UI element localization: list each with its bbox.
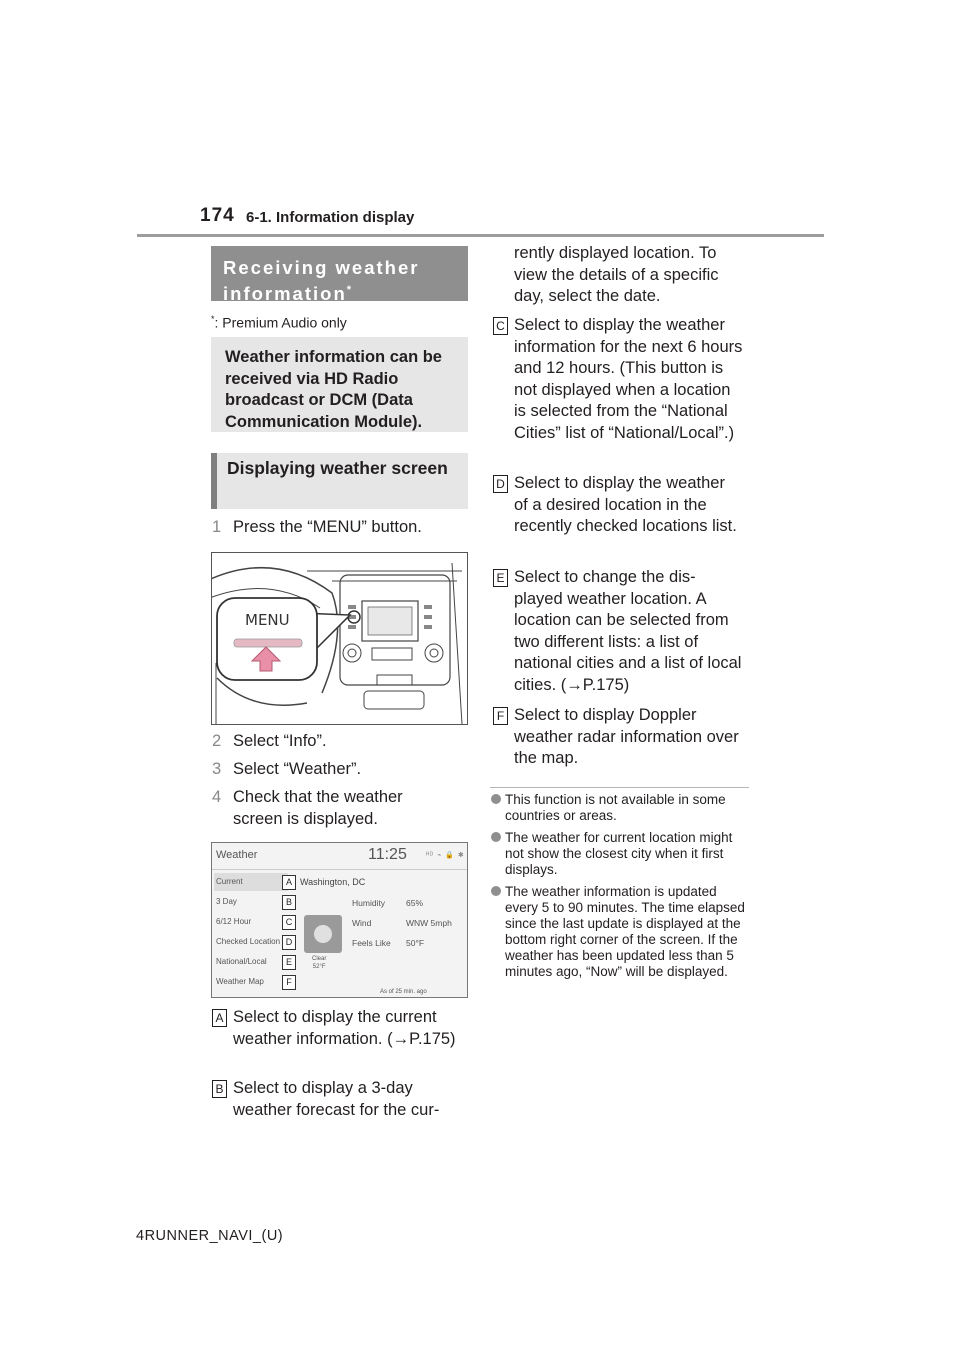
header-rule xyxy=(137,234,824,237)
item-b-text: Select to display a 3-day weather forecast for the cur- xyxy=(233,1079,440,1119)
note-2 xyxy=(491,830,747,878)
bullet-icon xyxy=(491,794,501,804)
condition-text: Clear xyxy=(312,956,327,962)
item-d-text: Select to display the weather of a desired location in the recently checked locations list. xyxy=(514,474,737,535)
step-text: Press the “MENU” button. xyxy=(233,518,422,536)
note-text: This function is not available in some countries or areas. xyxy=(505,792,726,823)
dashboard-illustration xyxy=(211,552,468,725)
condition-temp: 52°F xyxy=(312,964,326,970)
section-heading-text: Receiving weather information xyxy=(223,257,420,305)
condition xyxy=(312,955,326,971)
item-c xyxy=(493,315,743,465)
summary-box: Weather information can be received via HD Radio broadcast or DCM (Data Communication Module). xyxy=(211,337,468,432)
feels-like-value: 50°F xyxy=(406,938,425,948)
note-3 xyxy=(491,884,747,980)
notes xyxy=(491,792,747,986)
footnote-asterisk: * xyxy=(211,314,215,324)
bullet-icon xyxy=(491,886,501,896)
subheading: Displaying weather screen xyxy=(211,453,468,509)
wind-label: Wind xyxy=(352,918,372,928)
section-title: 6-1. Information display xyxy=(246,209,415,226)
menu-3-day[interactable]: 3 Day xyxy=(216,897,237,906)
step-text: Check that the weather screen is displayed. xyxy=(233,788,403,828)
bullet-icon xyxy=(491,832,501,842)
item-b xyxy=(212,1078,462,1122)
humidity-label: Humidity xyxy=(352,898,386,908)
dashboard-drawing xyxy=(212,553,467,724)
tag-a: A xyxy=(212,1009,227,1027)
callout-tag: E xyxy=(282,955,296,970)
item-a xyxy=(212,1007,462,1073)
menu-button-label: MENU xyxy=(245,611,290,629)
tag-d: D xyxy=(493,475,508,493)
notes-rule xyxy=(490,787,749,788)
callout-tag: B xyxy=(282,895,296,910)
step-1 xyxy=(212,517,470,539)
item-a-text: Select to display the current weather information. (→P.175) xyxy=(233,1008,456,1048)
footer-model-code: 4RUNNER_NAVI_(U) xyxy=(136,1228,284,1244)
humidity-value: 65% xyxy=(406,898,424,908)
footnote-text: : Premium Audio only xyxy=(214,314,347,331)
item-c-text: Select to display the weather information for the next 6 hours and 12 hours. (This button is not displayed when a location is selected from the “National Cities” list of “National/Local”.) xyxy=(514,316,743,442)
callout-tag: A xyxy=(282,875,296,890)
status-icons: ᴴᴰ ⌁ 🔒 ✱ xyxy=(426,852,465,859)
step-number: 1 xyxy=(212,518,222,536)
item-e-text: Select to change the dis-played weather location. A location can be selected from two different lists: a list of national cities and a list of local cities. (→P.175) xyxy=(514,568,742,694)
step-number: 3 xyxy=(212,760,222,778)
step-text: Select “Info”. xyxy=(233,732,327,750)
step-3 xyxy=(212,759,361,781)
weather-screen xyxy=(211,842,468,998)
note-text: The weather information is updated every 5 to 90 minutes. The time elapsed since the last update is displayed at the bottom right corner of the screen. If the weather has been updated less than 5 minutes ago, “Now” will be displayed. xyxy=(505,884,745,979)
weather-screen-title: Weather xyxy=(216,849,258,861)
menu-6-12-hour[interactable]: 6/12 Hour xyxy=(216,917,252,926)
callout-tag: F xyxy=(282,975,296,990)
city-name: Washington, DC xyxy=(300,877,366,887)
step-2 xyxy=(212,731,327,753)
step-4 xyxy=(212,787,422,830)
page-number: 174 xyxy=(200,205,235,226)
item-b-continued-text: rently displayed location. To view the details of a specific day, select the date. xyxy=(514,244,719,305)
heading-asterisk: * xyxy=(346,284,352,296)
item-d xyxy=(493,473,743,561)
menu-weather-map[interactable]: Weather Map xyxy=(216,977,264,986)
note-1 xyxy=(491,792,747,824)
tag-b: B xyxy=(212,1080,227,1098)
screen-divider xyxy=(212,869,467,870)
step-number: 2 xyxy=(212,732,222,750)
tag-c: C xyxy=(493,317,508,335)
footnote xyxy=(211,314,347,331)
callout-tag: D xyxy=(282,935,296,950)
item-b-continued xyxy=(493,243,743,309)
tag-f: F xyxy=(493,707,508,725)
tag-e: E xyxy=(493,569,508,587)
item-e xyxy=(493,567,743,697)
item-f xyxy=(493,705,743,771)
item-f-text: Select to display Doppler weather radar information over the map. xyxy=(514,706,739,767)
menu-checked-location[interactable]: Checked Location xyxy=(216,937,281,946)
step-text: Select “Weather”. xyxy=(233,760,362,778)
moon-icon xyxy=(304,915,342,953)
menu-current[interactable]: Current xyxy=(214,873,288,891)
as-of-label: As of 25 min. ago xyxy=(380,989,427,995)
note-text: The weather for current location might not show the closest city when it first displays. xyxy=(505,830,733,877)
callout-tag: C xyxy=(282,915,296,930)
wind-value: WNW 5mph xyxy=(406,918,452,928)
section-heading xyxy=(211,246,468,305)
step-number: 4 xyxy=(212,788,222,806)
menu-national-local[interactable]: National/Local xyxy=(216,957,267,966)
feels-like-label: Feels Like xyxy=(352,938,391,948)
clock: 11:25 xyxy=(368,846,407,863)
